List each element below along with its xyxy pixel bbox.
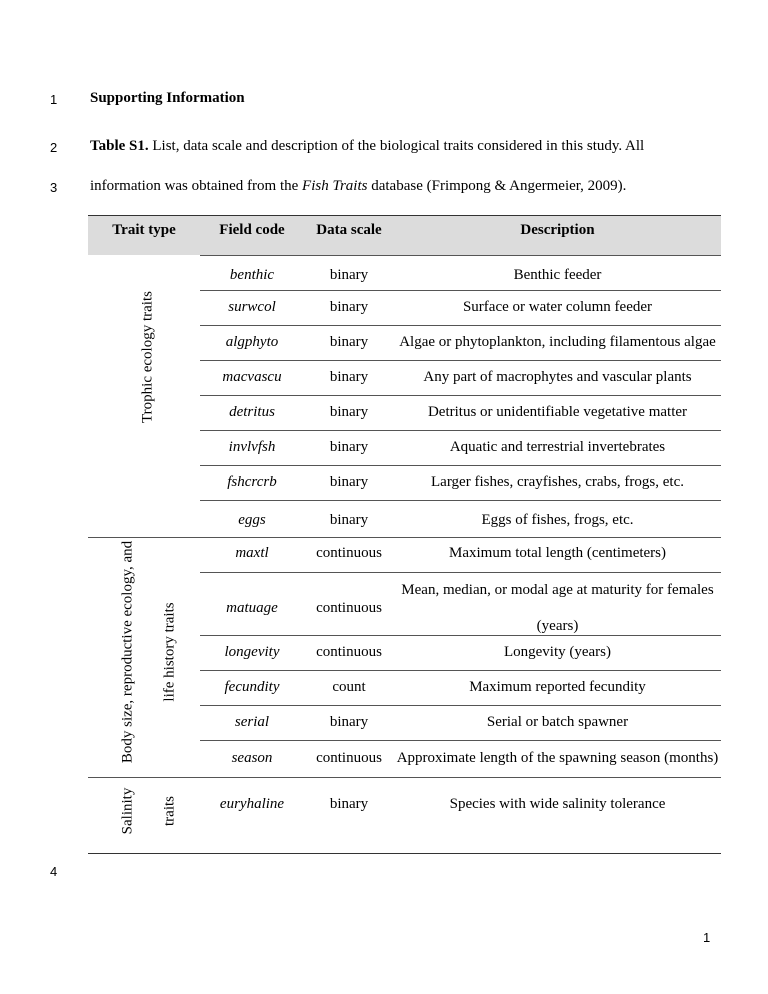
row-data-scale: continuous <box>316 750 382 766</box>
row-data-scale: continuous <box>316 644 382 660</box>
row-field-code: algphyto <box>225 334 279 350</box>
header-data-scale: Data scale <box>316 222 382 238</box>
row-field-code: eggs <box>238 512 266 528</box>
row-description: Maximum total length (centimeters) <box>448 545 667 561</box>
row-data-scale: binary <box>329 299 369 315</box>
group-label-salinity-line1: Salinity <box>119 787 136 835</box>
table-caption-text: List, data scale and description of the biological traits considered in this study. All <box>148 138 645 154</box>
header-trait-type: Trait type <box>112 222 176 238</box>
row-data-scale: binary <box>329 369 369 385</box>
row-field-code: invlvfsh <box>228 439 276 455</box>
row-data-scale: binary <box>329 439 369 455</box>
caption-text-post: database (Frimpong & Angermeier, 2009). <box>367 178 627 194</box>
row-description: Surface or water column feeder <box>462 299 653 315</box>
table-caption-label: Table S1. <box>90 138 149 154</box>
row-data-scale: continuous <box>316 545 382 561</box>
row-description: Mean, median, or modal age at maturity for females <box>401 582 714 598</box>
traits-table <box>88 215 721 855</box>
row-field-code: maxtl <box>235 545 269 561</box>
header-field-code: Field code <box>219 222 285 238</box>
row-data-scale: binary <box>329 796 369 812</box>
group-label-body-size-line1: Body size, reproductive ecology, and <box>119 540 136 764</box>
header-description: Description <box>520 222 595 238</box>
line-number-3: 3 <box>50 180 58 195</box>
row-field-code: serial <box>234 714 270 730</box>
table-caption-line-1 <box>90 138 644 155</box>
row-description: Aquatic and terrestrial invertebrates <box>449 439 666 455</box>
row-description: Larger fishes, crayfishes, crabs, frogs, etc. <box>431 474 684 490</box>
row-field-code: season <box>231 750 273 766</box>
row-description: Detritus or unidentifiable vegetative matter <box>427 404 688 420</box>
row-field-code: surwcol <box>228 299 276 315</box>
row-description: Species with wide salinity tolerance <box>449 796 666 812</box>
row-data-scale: binary <box>329 334 369 350</box>
caption-text-pre: information was obtained from the <box>90 178 303 194</box>
line-number-4: 4 <box>50 864 58 879</box>
row-field-code: euryhaline <box>219 796 285 812</box>
row-field-code: detritus <box>229 404 275 420</box>
row-data-scale: binary <box>329 474 369 490</box>
row-description: Approximate length of the spawning season (months) <box>396 750 719 766</box>
row-data-scale: continuous <box>316 600 382 616</box>
table-bottom-rule <box>88 853 721 854</box>
row-data-scale: binary <box>329 267 369 283</box>
row-data-scale: count <box>332 679 366 695</box>
row-field-code: fshcrcrb <box>227 474 277 490</box>
table-caption-line-2 <box>90 178 626 195</box>
group-label-body-size-line2: life history traits <box>161 602 178 702</box>
line-number-2: 2 <box>50 140 58 155</box>
row-description: Maximum reported fecundity <box>469 679 646 695</box>
row-field-code: fecundity <box>224 679 280 695</box>
row-field-code: macvascu <box>222 369 282 385</box>
row-field-code: matuage <box>226 600 278 616</box>
row-description: Eggs of fishes, frogs, etc. <box>481 512 634 528</box>
section-heading: Supporting Information <box>90 90 245 106</box>
row-description-continued: (years) <box>536 618 579 634</box>
caption-database-name: Fish Traits <box>302 178 368 194</box>
row-description: Algae or phytoplankton, including filamentous algae <box>399 334 716 350</box>
row-data-scale: binary <box>329 714 369 730</box>
row-data-scale: binary <box>329 512 369 528</box>
line-number-1: 1 <box>50 92 58 107</box>
row-description: Benthic feeder <box>513 267 602 283</box>
page-number: 1 <box>703 930 711 945</box>
row-description: Any part of macrophytes and vascular plants <box>423 369 692 385</box>
group-label-trophic: Trophic ecology traits <box>139 291 156 423</box>
row-description: Serial or batch spawner <box>486 714 629 730</box>
group-label-salinity-line2: traits <box>161 796 178 826</box>
row-data-scale: binary <box>329 404 369 420</box>
row-field-code: benthic <box>229 267 275 283</box>
row-description: Longevity (years) <box>503 644 612 660</box>
row-field-code: longevity <box>224 644 280 660</box>
